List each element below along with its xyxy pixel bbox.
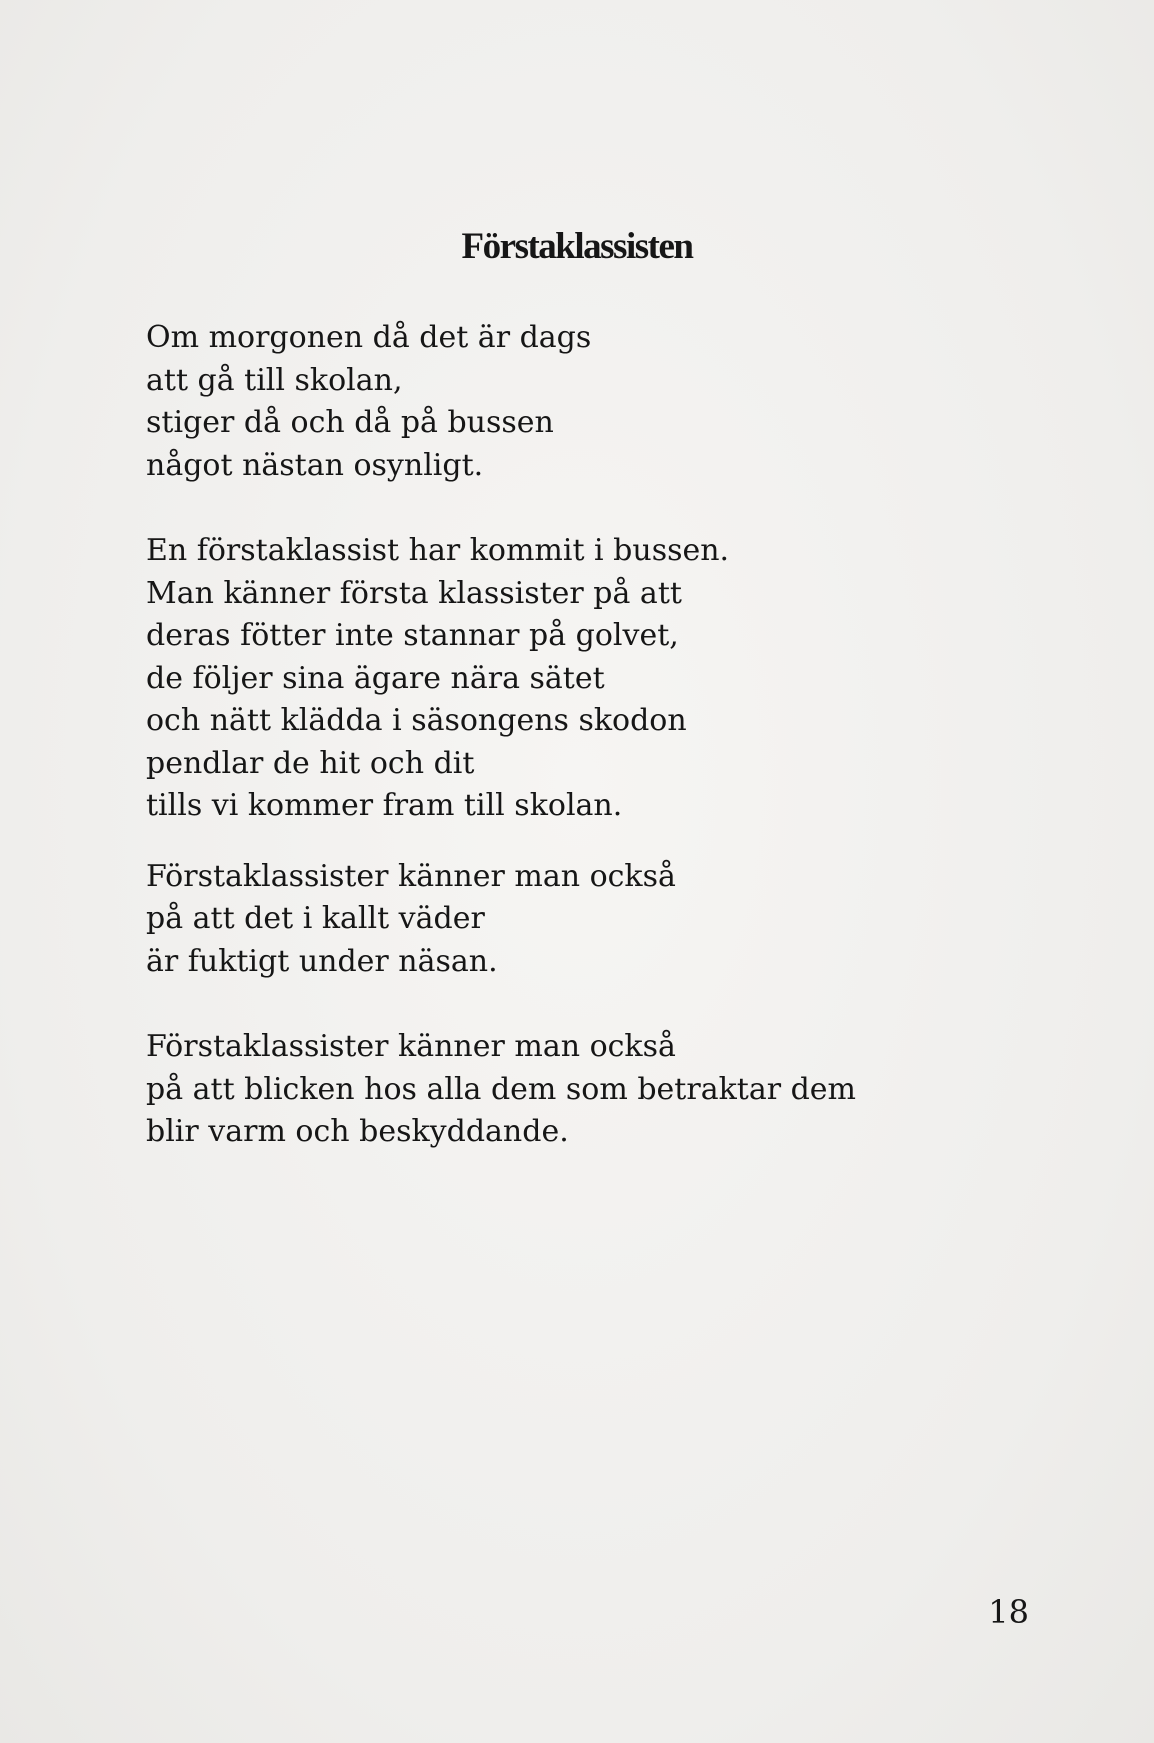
poem-line: Förstaklassister känner man också — [146, 1029, 676, 1064]
poem-line: tills vi kommer fram till skolan. — [146, 788, 623, 823]
poem-line: de följer sina ägare nära sätet — [146, 660, 605, 696]
poem-line: Om morgonen då det är dags — [146, 320, 592, 355]
poem-line: Man känner första klassister på att — [146, 575, 682, 611]
poem-line: Förstaklassister känner man också — [146, 858, 676, 894]
poem-line: att gå till skolan, — [146, 362, 403, 398]
poem-line: blir varm och beskyddande. — [146, 1114, 569, 1149]
poem-body — [146, 317, 1046, 1197]
stanza-1 — [146, 317, 1046, 487]
poem-line: och nätt klädda i säsongens skodon — [146, 703, 687, 738]
page-number: 18 — [988, 1593, 1029, 1631]
poem-line: på att det i kallt väder — [146, 901, 485, 936]
poem-line: pendlar de hit och dit — [146, 745, 475, 781]
stanza-3 — [146, 856, 1046, 984]
poem-title: Förstaklassisten — [461, 226, 693, 267]
stanza-2 — [146, 530, 1046, 828]
poem-line: något nästan osynligt. — [146, 447, 484, 483]
poem-line: stiger då och då på bussen — [146, 405, 554, 440]
poem-line: deras fötter inte stannar på golvet, — [146, 618, 679, 653]
poem-line: är fuktigt under näsan. — [146, 943, 498, 979]
poem-line: En förstaklassist har kommit i bussen. — [146, 533, 730, 568]
stanza-4 — [146, 1026, 1046, 1154]
poem-line: på att blicken hos alla dem som betraktar dem — [146, 1071, 856, 1107]
